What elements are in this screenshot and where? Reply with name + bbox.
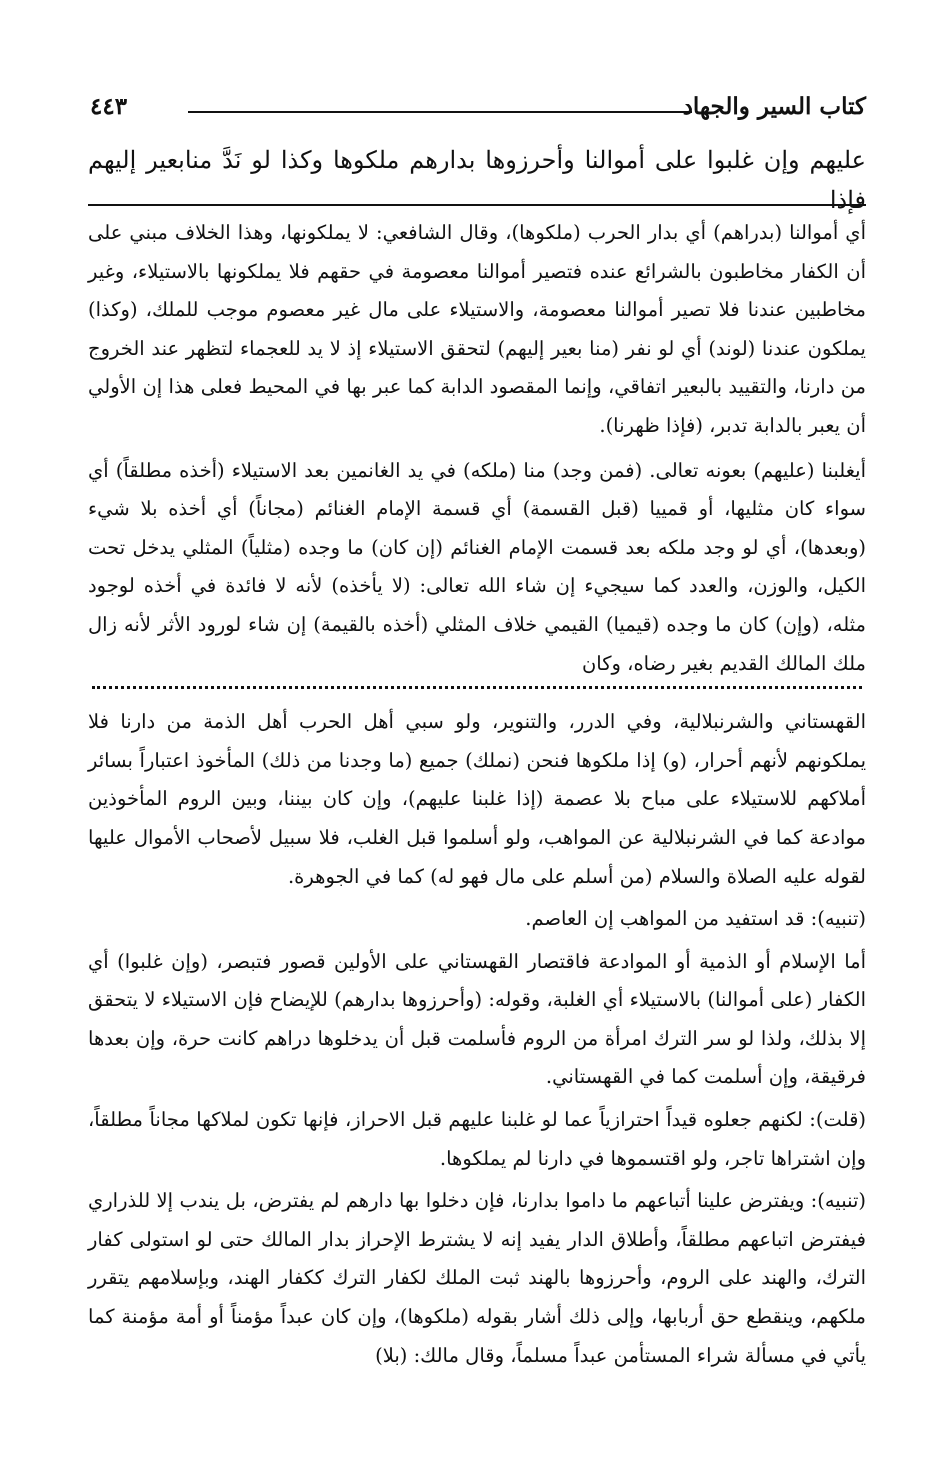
header-rule xyxy=(188,111,692,113)
main-text-line: عليهم وإن غلبوا على أموالنا وأحرزوها بدارهم ملكوها وكذا لو نَدَّ منابعير إليهم فإذا xyxy=(88,146,866,214)
text-divider xyxy=(88,204,866,206)
document-page xyxy=(88,86,866,1466)
commentary-paragraph-3: القهستاني والشرنبلالية، وفي الدرر، والتنوير، ولو سبي أهل الحرب أهل الذمة من دارنا فلا يملكونهم لأنهم أحرار، (و) إذا ملكوها فنحن (نملك) جميع (ما وجدنا من ذلك) المأخوذ اعتباراً بسائر أملاكهم للاستيلاء على مباح بلا عصمة (إذا غلبنا عليهم)، وإن كان بيننا، وبين الروم المأخوذين موادعة كما في الشرنبلالية عن المواهب، ولو أسلموا قبل الغلب، فلا سبيل لأصحاب الأموال عليها لقوله عليه الصلاة والسلام (من أسلم على مال فهو له) كما في الجوهرة. xyxy=(88,710,866,888)
commentary-paragraph-4: (تنبيه): قد استفيد من المواهب إن العاصم. xyxy=(525,907,866,931)
commentary-paragraph-5: أما الإسلام أو الذمية أو الموادعة فاقتصار القهستاني على الأولين قصور فتبصر، (وإن غلبوا) أي الكفار (على أموالنا) بالاستيلاء أي الغلبة، وقوله: (وأحرزوها بدارهم) للإيضاح فإن الاستيلاء لا يتحقق إلا بذلك، ولذا لو سر الترك امرأة من الروم فأسلمت قبل أن يدخلوها دراهم كانت حرة، وإن بعدها فرقيقة، وإن أسلمت كما في القهستاني. xyxy=(88,949,866,1089)
running-title: كتاب السير والجهاد xyxy=(682,93,866,120)
commentary-paragraph-1: أي أموالنا (بدراهم) أي بدار الحرب (ملكوها)، وقال الشافعي: لا يملكونها، وهذا الخلاف مبني على أن الكفار مخاطبون بالشرائع عنده فتصير أموالنا معصومة في حقهم فلا يملكونها بالاستيلاء، وغير مخاطبين عندنا فلا تصير أموالنا معصومة، والاستيلاء على مال غير معصوم موجب للملك، (وكذا) يملكون عندنا (لوند) أي لو نفر (منا بعير إليهم) لتحقق الاستيلاء إذ لا يد للعجماء لتظهر عند الخروج من دارنا، والتقييد بالبعير اتفاقي، وإنما المقصود الدابة كما عبر بها في المحيط فعلى هذا إن الأولي أن يعبر بالدابة تدبر، (فإذا ظهرنا). xyxy=(88,221,866,437)
commentary-paragraph-2: أيغلبنا (عليهم) بعونه تعالى. (فمن وجد) منا (ملكه) في يد الغانمين بعد الاستيلاء (أخذه مطلقاً) أي سواء كان مثليها، أو قمييا (قبل القسمة) أي قسمة الإمام الغنائم (مجاناً) أي أخذه بلا شيء (وبعدها)، أي لو وجد ملكه بعد قسمت الإمام الغنائم (إن كان) ما وجده (مثلياً) المثلي يدخل تحت الكيل، والوزن، والعدد كما سيجيء إن شاء الله تعالى: (لا يأخذه) لأنه لا فائدة في أخذه لوجود مثله، (وإن) كان ما وجده (قيميا) القيمي خلاف المثلي (أخذه بالقيمة) إن شاء لورود الأثر لأنه زال ملك المالك القديم بغير رضاه، وكان xyxy=(88,458,866,675)
page-header xyxy=(88,92,866,126)
page-number: ٤٤٣ xyxy=(90,93,128,120)
commentary-paragraph-7: (تنبيه): ويفترض علينا أتباعهم ما داموا بدارنا، فإن دخلوا بها دارهم لم يفترض، بل يندب إلا للذراري فيفترض اتباعهم مطلقاً، وأطلاق الدار يفيد إنه لا يشترط الإحراز بدار المالك حتى لو استولى كفار الترك، والهند على الروم، وأحرزوها بالهند ثبت الملك لكفار الترك ككفار الهند، وبإسلامهم يتقرر ملكهم، وينقطع حق أربابها، وإلى ذلك أشار بقوله (ملكوها)، وإن كان عبداً مؤمناً أو أمة مؤمنة كما يأتي في مسألة شراء المستأمن عبداً مسلماً، وقال مالك: (بلا) xyxy=(88,1189,866,1367)
commentary-paragraph-6: (قلت): لكنهم جعلوه قيداً احترازياً عما لو غلبنا عليهم قبل الاحراز، فإنها تكون لملاكها مجاناً مطلقاً، وإن اشتراها تاجر، ولو اقتسموها في دارنا لم يملكوها. xyxy=(88,1108,866,1170)
commentary-block xyxy=(88,214,866,1375)
dotted-separator xyxy=(92,686,862,697)
